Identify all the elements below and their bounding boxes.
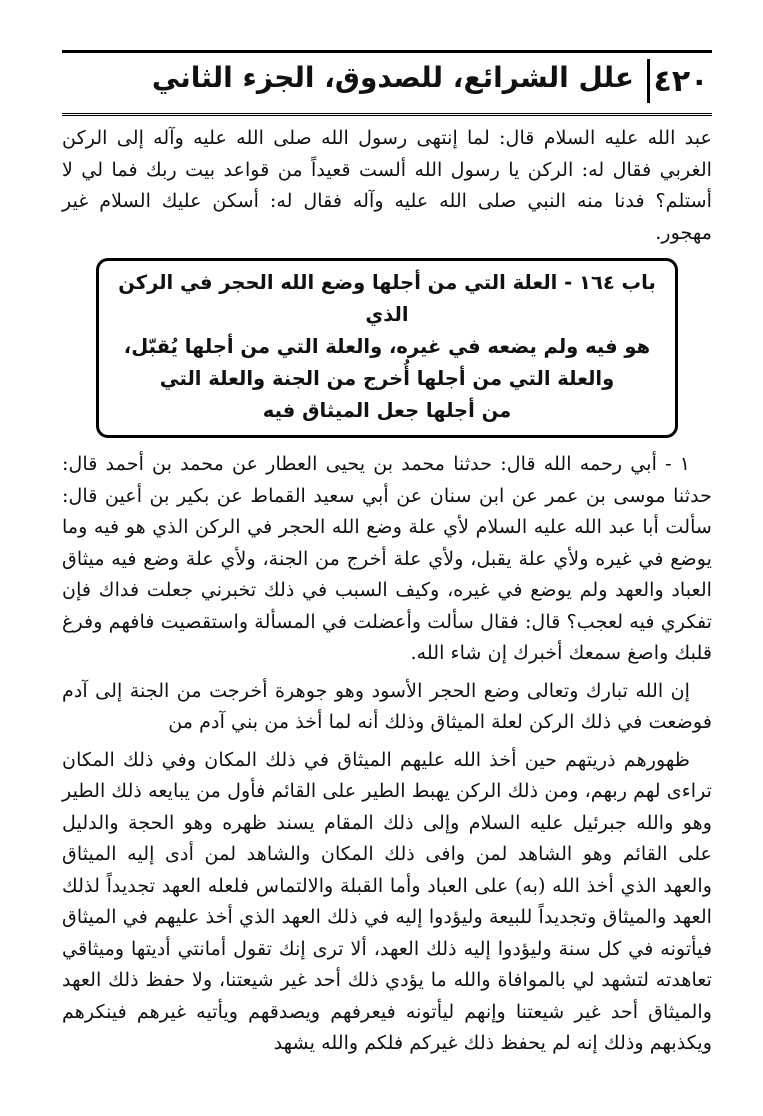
chapter-heading-line: باب ١٦٤ - العلة التي من أجلها وضع الله الحجر في الركن الذي [118,271,656,326]
running-title: علل الشرائع، للصدوق، الجزء الثاني [151,61,634,94]
chapter-heading-line: والعلة التي من أجلها أُخرج من الجنة والعلة التي [159,367,615,390]
chapter-heading-box [96,258,678,438]
paragraph: ظهورهم ذريتهم حين أخذ الله عليهم الميثاق في ذلك المكان وفي ذلك المكان تراءى لهم ربهم، ومن ذلك الركن يهبط الطير على القائم فأول من يبايعه ذلك الطير وهو والله جبرئيل عليه السلام وإلى ذلك المقام يسند ظهره وهو الحجة والدليل على القائم وهو الشاهد لمن وافى ذلك المكان والشاهد لمن أدى إليه الميثاق والعهد الذي أخذ الله (به) على العباد وأما القبلة والالتماس فلعله العهد تجديداً لذلك العهد والميثاق وتجديداً للبيعة وليؤدوا إليه في ذلك العهد الذي أخذ عليهم في الميثاق فيأتونه في كل سنة وليؤدوا إليه ذلك العهد، ألا ترى إنك تقول أمانتي أديتها وميثاقي تعاهدته لتشهد لي بالموافاة والله ما يؤدي ذلك أحد غير شيعتنا، ولا حفظ ذلك العهد والميثاق أحد غير شيعتنا وإنهم ليأتونه فيعرفهم ويصدقهم ويأتيه غيرهم فينكرهم ويكذبهم وذلك إنه لم يحفظ ذلك غيركم فلكم والله يشهد [62,747,712,1054]
book-page [62,50,712,1059]
page-number: ٤٢٠ [647,59,712,103]
paragraph: ١ - أبي رحمه الله قال: حدثنا محمد بن يحيى العطار عن محمد بن أحمد قال: حدثنا موسى بن عمر عن ابن سنان عن أبي سعيد القماط عن بكير بن أعين قال: سألت أبا عبد الله عليه السلام لأي علة وضع الله الحجر في الركن الذي هو فيه وما يوضع في غيره ولأي علة يقبل، ولأي علة أخرج من الجنة، ولأي علة وضع فيه ميثاق العباد والعهد ولم يوضع في غيره، وكيف السبب في ذلك تخبرني جعلت فداك فإن تفكري فيه لعجب؟ قال: فقال سألت وأعضلت في المسألة واستقصيت فافهم وفرغ قلبك واصغ سمعك أخبرك إن شاء الله. [62,452,712,664]
paragraph: إن الله تبارك وتعالى وضع الحجر الأسود وهو جوهرة أخرجت من الجنة إلى آدم فوضعت في ذلك الركن لعلة الميثاق وذلك أنه لما أخذ من بني آدم من [62,678,712,733]
page-header [62,50,712,116]
chapter-heading-line: هو فيه ولم يضعه في غيره، والعلة التي من أجلها يُقبّل، [123,335,651,358]
chapter-heading-line: من أجلها جعل الميثاق فيه [262,399,512,422]
page-body [62,122,712,1059]
paragraph: عبد الله عليه السلام قال: لما إنتهى رسول الله صلى الله عليه وآله إلى الركن الغربي فقال له: الركن يا رسول الله ألست قعيداً من قواعد بيت ربك فما لي لا أستلم؟ فدنا منه النبي صلى الله عليه وآله فقال له: أسكن عليك السلام غير مهجور. [62,126,712,244]
